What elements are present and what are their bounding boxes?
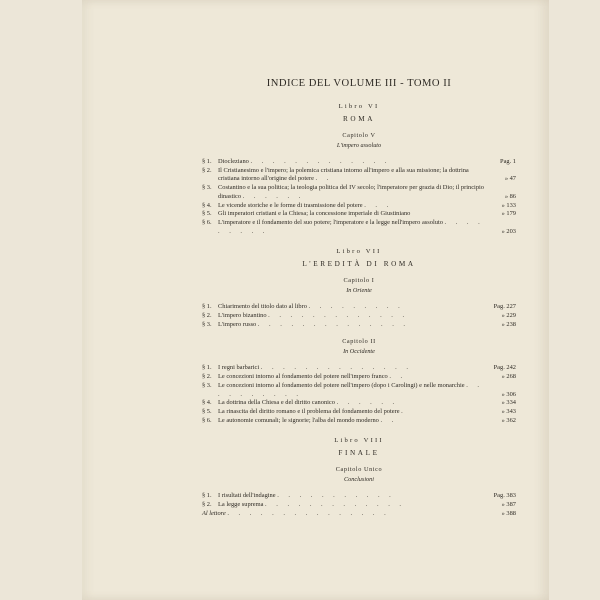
toc-list <box>202 492 516 518</box>
toc-entry: § 5. La rinascita del diritto romano e il problema del fondamento del potere . » 343 <box>202 407 516 415</box>
toc-entry: § 3. Costantino e la sua politica; la teologia politica del IV secolo; l'imperatore per grazia di Dio; il principio dinastico . . . . . . » 86 <box>202 184 516 200</box>
capitolo-subtitle: Conclusioni <box>344 476 374 484</box>
book-page <box>82 0 549 600</box>
toc-entry: § 3. L'impero russo . . . . . . . . . . . . . . » 238 <box>202 320 516 328</box>
page-title: INDICE DEL VOLUME III - TOMO II <box>266 78 452 89</box>
toc-entry: § 2. Il Cristianesimo e l'impero; la polemica cristiana intorno all'impero e alla sua missione; la dottrina cristiana intorno all'origine del potere . . » 47 <box>202 166 516 183</box>
toc-entry: § 3. Le concezioni intorno al fondamento del potere nell'impero (dopo i Carolingi) e nelle monarchie . . . . . . . . . . » 306 <box>202 381 516 398</box>
capitolo-subtitle: In Oriente <box>346 287 372 295</box>
toc-list <box>202 364 516 425</box>
toc-entry: § 6. Le autonomie comunali; le signorie; l'alba del mondo moderno . . » 362 <box>202 416 516 424</box>
libro-name: FINALE <box>338 449 380 458</box>
toc-entry: § 4. Le vicende storiche e le forme di trasmissione del potere . . . » 133 <box>202 201 516 209</box>
toc-entry: § 2. L'impero bizantino . . . . . . . . . . . . . » 229 <box>202 312 516 320</box>
toc-entry: § 2. La legge suprema . . . . . . . . . . . . . » 387 <box>202 501 516 509</box>
toc-entry: § 5. Gli imperatori cristiani e la Chiesa; la concessione imperiale di Giustiniano » 179 <box>202 210 516 218</box>
toc-list <box>202 303 516 329</box>
libro-label: Libro VII <box>336 248 382 256</box>
toc-entry: § 1. Chiarimento del titolo dato al libro . . . . . . . . . Pag. 227 <box>202 303 516 311</box>
libro-name: ROMA <box>343 115 375 123</box>
capitolo-subtitle: In Occidente <box>343 348 375 356</box>
toc-entry: § 4. La dottrina della Chiesa e del diritto canonico . . . . . . » 334 <box>202 399 516 407</box>
libro-name: L'EREDITÀ DI ROMA <box>302 260 416 269</box>
toc-entry: § 6. L'imperatore e il fondamento del suo potere; l'imperatore e la legge nell'impero assoluto . . . . . . . . . » 203 <box>202 218 516 235</box>
capitolo-label: Capitolo II <box>342 338 376 346</box>
libro-label: Libro VI <box>338 103 380 110</box>
table-of-contents <box>202 78 516 518</box>
capitolo-label: Capitolo V <box>342 132 376 139</box>
toc-list <box>202 158 516 236</box>
toc-entry-al-lettore: Al lettore . . . . . . . . . . . . . . . » 388 <box>202 509 516 517</box>
capitolo-label: Capitolo Unico <box>335 466 383 474</box>
toc-entry: § 1. I regni barbarici . . . . . . . . . . . . . . Pag. 242 <box>202 364 516 372</box>
toc-entry: § 2. Le concezioni intorno al fondamento del potere nell'impero franco . . » 268 <box>202 373 516 381</box>
capitolo-subtitle: L'impero assoluto <box>336 142 382 149</box>
libro-label: Libro VIII <box>334 437 384 445</box>
toc-entry: § 1. Diocleziano . . . . . . . . . . . . . Pag. 1 <box>202 158 516 165</box>
toc-entry: § 1. I risultati dell'indagine . . . . . . . . . . . Pag. 383 <box>202 492 516 500</box>
capitolo-label: Capitolo I <box>343 277 375 285</box>
